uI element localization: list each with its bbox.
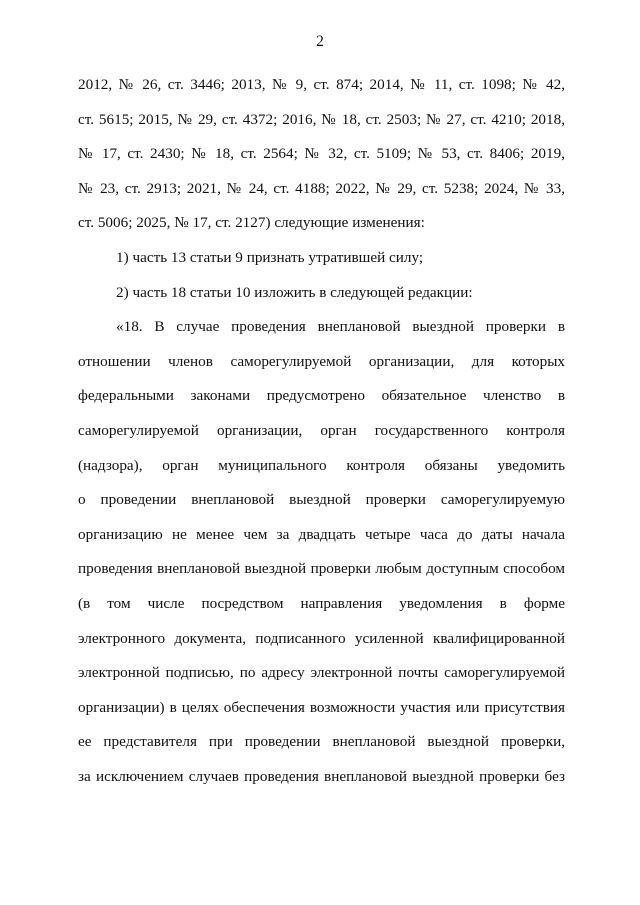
text-line: организации) в целях обеспечения возможности участия или присутствия: [78, 698, 565, 716]
text-line: (в том числе посредством направления уведомления в форме: [78, 594, 565, 612]
text-line: федеральными законами предусмотрено обязательное членство в: [78, 387, 565, 405]
text-line: ее представителя при проведении внеплановой выездной проверки,: [78, 733, 565, 751]
list-item-2: 2) часть 18 статьи 10 изложить в следующей редакции:: [116, 283, 473, 301]
text-line: (надзора), орган муниципального контроля обязаны уведомить: [78, 456, 565, 474]
list-item-1: 1) часть 13 статьи 9 признать утратившей силу;: [116, 248, 424, 266]
text-line: № 17, ст. 2430; № 18, ст. 2564; № 32, ст. 5109; № 53, ст. 8406; 2019,: [78, 145, 565, 163]
text-line: саморегулируемой организации, орган государственного контроля: [78, 421, 565, 439]
document-body: [78, 68, 565, 794]
text-line: электронной подписью, по адресу электронной почты саморегулируемой: [78, 664, 565, 682]
page-number: 2: [316, 33, 324, 50]
paragraph-start-line: «18. В случае проведения внеплановой выездной проверки в: [116, 318, 565, 336]
text-line: ст. 5615; 2015, № 29, ст. 4372; 2016, № 18, ст. 2503; № 27, ст. 4210; 2018,: [78, 110, 565, 128]
text-line: ст. 5006; 2025, № 17, ст. 2127) следующие изменения:: [78, 214, 425, 232]
text-line: электронного документа, подписанного усиленной квалифицированной: [78, 629, 565, 647]
text-line: проведения внеплановой выездной проверки любым доступным способом: [78, 560, 565, 578]
text-line: за исключением случаев проведения внеплановой выездной проверки без: [78, 767, 565, 785]
text-line: о проведении внеплановой выездной проверки саморегулируемую: [78, 491, 565, 509]
text-line: № 23, ст. 2913; 2021, № 24, ст. 4188; 2022, № 29, ст. 5238; 2024, № 33,: [78, 179, 565, 197]
text-line: 2012, № 26, ст. 3446; 2013, № 9, ст. 874; 2014, № 11, ст. 1098; № 42,: [78, 76, 565, 93]
text-line: организацию не менее чем за двадцать четыре часа до даты начала: [78, 525, 565, 543]
text-line: отношении членов саморегулируемой организации, для которых: [78, 352, 565, 370]
